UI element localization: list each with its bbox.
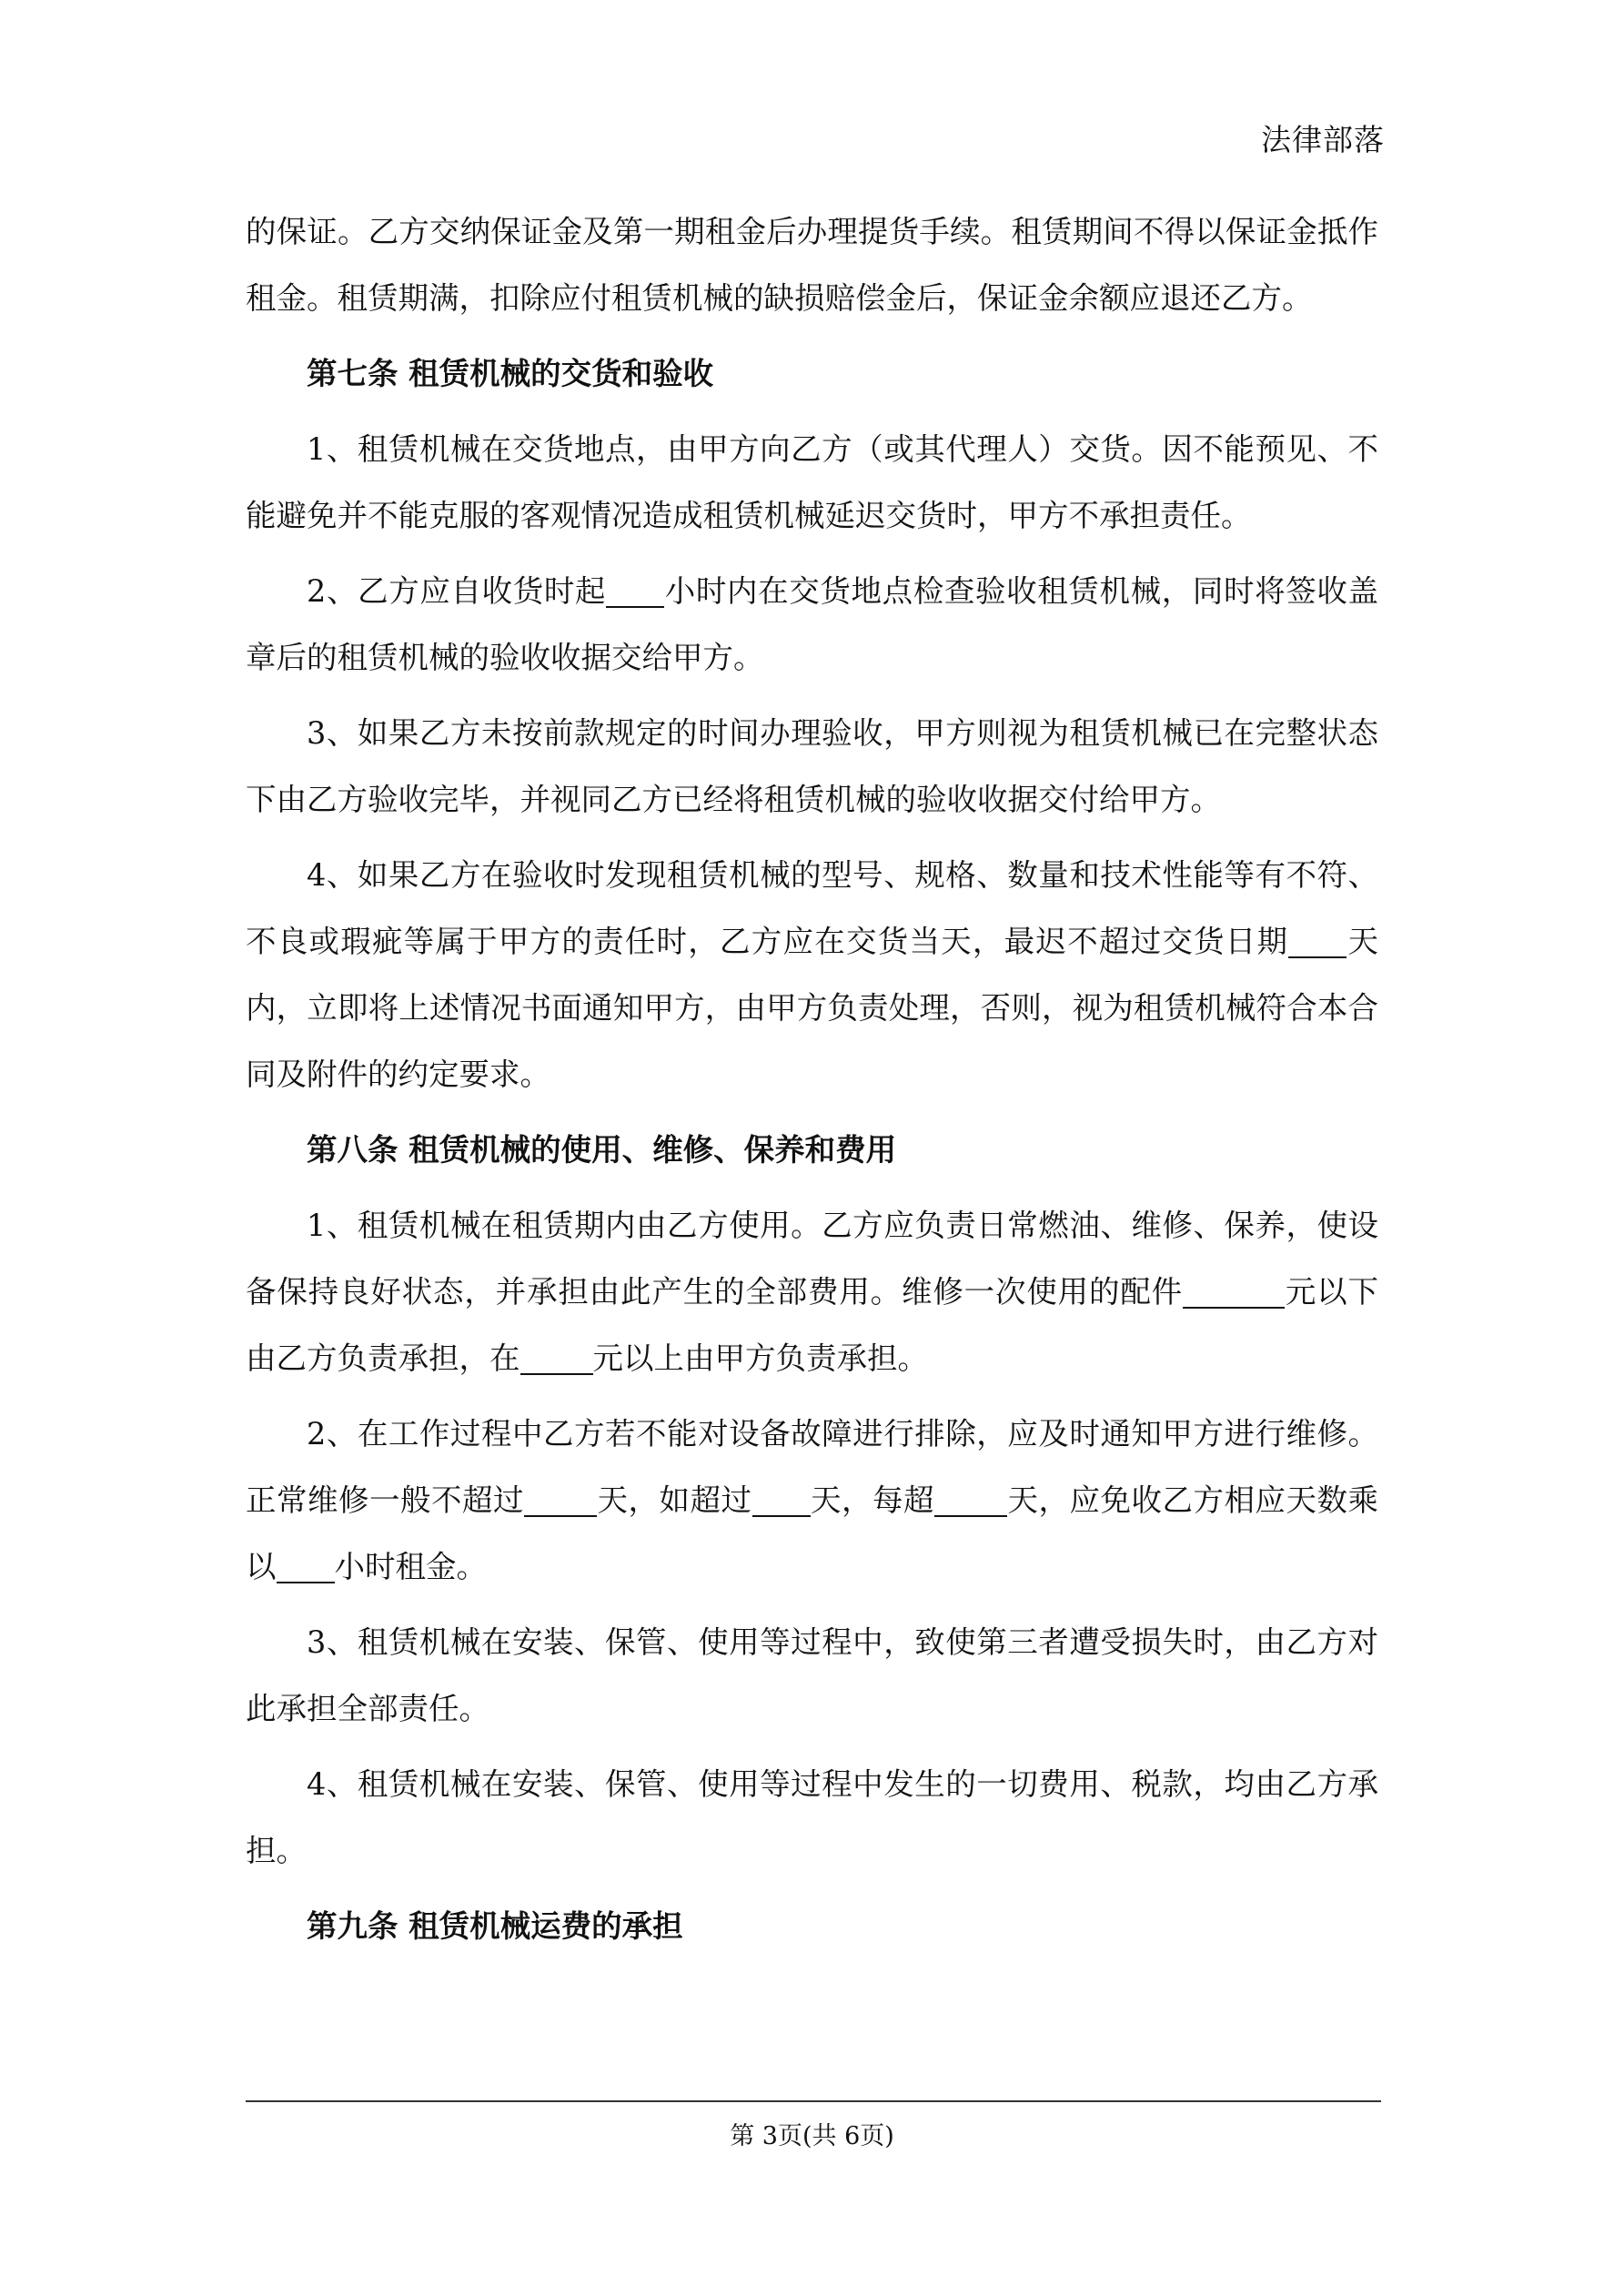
header-brand: 法律部落 xyxy=(1261,122,1385,157)
article-8-clause-4: 4、租赁机械在安装、保管、使用等过程中发生的一切费用、税款，均由乙方承担。 xyxy=(246,1766,1378,1868)
clause-text: 小时内在交货地点检查验收租赁机械，同时将签收盖章后的租赁机械的验收收据交给甲方。 xyxy=(246,573,1378,675)
footer-divider xyxy=(246,2100,1381,2102)
intro-paragraph: 的保证。乙方交纳保证金及第一期租金后办理提货手续。租赁期间不得以保证金抵作租金。租赁期满，扣除应付租赁机械的缺损赔偿金后，保证金余额应退还乙方。 xyxy=(246,214,1378,316)
article-7-clause-3: 3、如果乙方未按前款规定的时间办理验收，甲方则视为租赁机械已在完整状态下由乙方验收完毕，并视同乙方已经将租赁机械的验收收据交付给甲方。 xyxy=(246,715,1378,817)
article-8-clause-1 xyxy=(246,1192,1378,1391)
article-7-clause-2 xyxy=(246,558,1378,691)
clause-text: 天，应免收乙方相应天数乘以 xyxy=(246,1482,1378,1584)
article-7-heading: 第七条 租赁机械的交货和验收 xyxy=(307,356,714,391)
clause-text: 1、租赁机械在租赁期内由乙方使用。乙方应负责日常燃油、维修、保养，使设备保持良好状态，并承担由此产生的全部费用。维修一次使用的配件 xyxy=(246,1208,1378,1310)
document-body xyxy=(246,198,1378,1968)
fill-blank xyxy=(606,574,664,608)
fill-blank xyxy=(524,1483,597,1517)
clause-text: 天，每超 xyxy=(810,1482,934,1518)
clause-text: 小时租金。 xyxy=(334,1549,487,1584)
fill-blank xyxy=(934,1483,1007,1517)
article-8-clause-2 xyxy=(246,1401,1378,1600)
article-9-heading: 第九条 租赁机械运费的承担 xyxy=(307,1908,683,1944)
article-8-heading: 第八条 租赁机械的使用、维修、保养和费用 xyxy=(307,1132,897,1168)
fill-blank xyxy=(752,1483,811,1517)
clause-text: 天，如超过 xyxy=(597,1482,752,1518)
clause-text: 2、乙方应自收货时起 xyxy=(307,573,607,609)
page-number: 第 3页(共 6页) xyxy=(730,2122,894,2150)
article-8-clause-3: 3、租赁机械在安装、保管、使用等过程中，致使第三者遭受损失时，由乙方对此承担全部责任。 xyxy=(246,1624,1378,1726)
fill-blank xyxy=(1183,1275,1285,1309)
clause-text: 元以下由乙方负责承担，在 xyxy=(246,1274,1379,1376)
clause-text: 4、如果乙方在验收时发现租赁机械的型号、规格、数量和技术性能等有不符、不良或瑕疵等属于甲方的责任时，乙方应在交货当天，最迟不超过交货日期 xyxy=(246,857,1378,959)
clause-text: 元以上由甲方负责承担。 xyxy=(592,1340,928,1376)
article-7-clause-1: 1、租赁机械在交货地点，由甲方向乙方（或其代理人）交货。因不能预见、不能避免并不能克服的客观情况造成租赁机械延迟交货时，甲方不承担责任。 xyxy=(246,431,1378,533)
fill-blank xyxy=(520,1341,593,1375)
article-7-clause-4 xyxy=(246,842,1378,1108)
clause-text: 天内，立即将上述情况书面通知甲方，由甲方负责处理，否则，视为租赁机械符合本合同及附件的约定要求。 xyxy=(246,924,1379,1092)
fill-blank xyxy=(277,1550,335,1583)
clause-text: 2、在工作过程中乙方若不能对设备故障进行排除，应及时通知甲方进行维修。正常维修一般不超过 xyxy=(246,1416,1378,1518)
fill-blank xyxy=(1288,925,1347,958)
